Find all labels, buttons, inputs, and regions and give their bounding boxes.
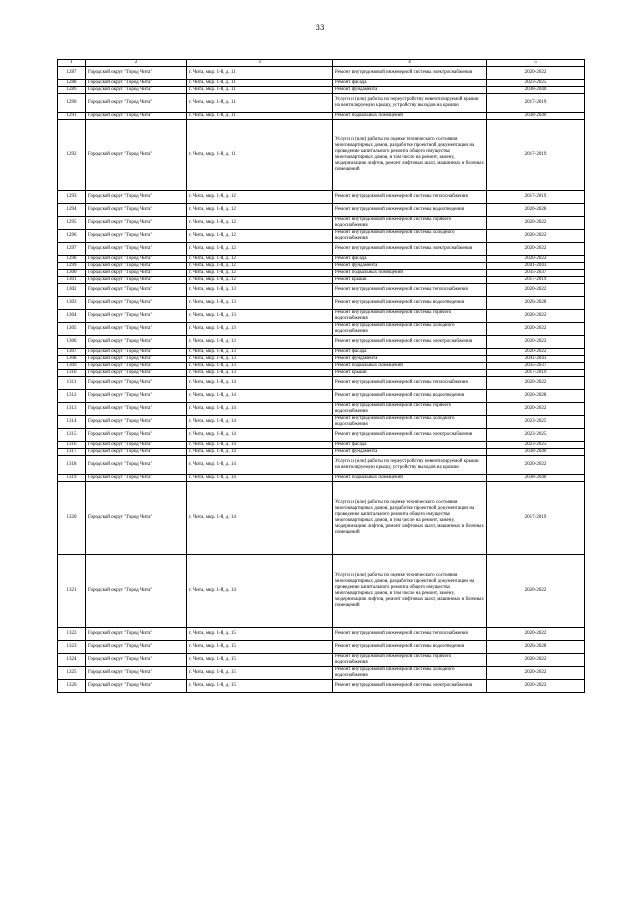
address-cell: г. Чита, мкр. 1-й, д. 12 <box>187 204 333 217</box>
municipality-cell: Городской округ "Город Чита" <box>86 456 187 475</box>
work-type-cell: Ремонт внутридомовой инженерной системы горячего водоснабжения <box>333 310 487 323</box>
table-body <box>58 67 585 693</box>
period-cell: 2026-2028 <box>487 390 585 403</box>
period-cell: 2041-2043 <box>487 356 585 363</box>
municipality-cell: Городской округ "Город Чита" <box>86 323 187 336</box>
table-row <box>58 449 585 456</box>
period-cell: 2038-2040 <box>487 449 585 456</box>
work-type-cell: Ремонт внутридомовой инженерной системы водоотведения <box>333 390 487 403</box>
period-cell: 2017-2019 <box>487 120 585 191</box>
address-cell: г. Чита, мкр. 1-й, д. 14 <box>187 416 333 429</box>
work-type-cell: Ремонт фундамента <box>333 87 487 94</box>
table-row <box>58 277 585 284</box>
row-number-cell: 1323 <box>58 641 86 654</box>
row-number-cell: 1293 <box>58 191 86 204</box>
row-number-cell: 1305 <box>58 323 86 336</box>
work-type-cell: Ремонт внутридомовой инженерной системы теплоснабжения <box>333 284 487 297</box>
municipality-cell: Городской округ "Город Чита" <box>86 67 187 80</box>
page-number: 33 <box>315 24 325 32</box>
municipality-cell: Городской округ "Город Чита" <box>86 475 187 482</box>
work-type-cell: Ремонт фундамента <box>333 449 487 456</box>
address-cell: г. Чита, мкр. 1-й, д. 12 <box>187 256 333 263</box>
row-number-cell: 1288 <box>58 80 86 87</box>
row-number-cell: 1299 <box>58 263 86 270</box>
period-cell: 2017-2019 <box>487 277 585 284</box>
address-cell: г. Чита, мкр. 1-й, д. 13 <box>187 370 333 377</box>
municipality-cell: Городской округ "Город Чита" <box>86 80 187 87</box>
municipality-cell: Городской округ "Город Чита" <box>86 429 187 442</box>
row-number-cell: 1290 <box>58 94 86 113</box>
period-cell: 2017-2019 <box>487 482 585 555</box>
period-cell: 2023-2025 <box>487 80 585 87</box>
work-type-cell: Ремонт внутридомовой инженерной системы теплоснабжения <box>333 191 487 204</box>
table-row <box>58 113 585 120</box>
row-number-cell: 1291 <box>58 113 86 120</box>
period-cell: 2020-2022 <box>487 349 585 356</box>
address-cell: г. Чита, мкр. 1-й, д. 14 <box>187 456 333 475</box>
address-cell: г. Чита, мкр. 1-й, д. 12 <box>187 243 333 256</box>
address-cell: г. Чита, мкр. 1-й, д. 13 <box>187 356 333 363</box>
work-type-cell: Ремонт внутридомовой инженерной системы электроснабжения <box>333 243 487 256</box>
table-header-row <box>58 60 585 67</box>
municipality-cell: Городской округ "Город Чита" <box>86 442 187 449</box>
address-cell: г. Чита, мкр. 1-й, д. 11 <box>187 80 333 87</box>
period-cell: 2020-2022 <box>487 230 585 243</box>
table-row <box>58 429 585 442</box>
period-cell: 2020-2022 <box>487 336 585 349</box>
municipality-cell: Городской округ "Город Чита" <box>86 310 187 323</box>
period-cell: 2020-2022 <box>487 323 585 336</box>
municipality-cell: Городской округ "Город Чита" <box>86 256 187 263</box>
table-row <box>58 67 585 80</box>
address-cell: г. Чита, мкр. 1-й, д. 11 <box>187 113 333 120</box>
table-row <box>58 336 585 349</box>
municipality-cell: Городской округ "Город Чита" <box>86 336 187 349</box>
work-type-cell: Ремонт внутридомовой инженерной системы холодного водоснабжения <box>333 667 487 680</box>
period-cell: 2020-2022 <box>487 67 585 80</box>
work-type-cell: Ремонт подвальных помещений <box>333 113 487 120</box>
period-cell: 2020-2022 <box>487 654 585 667</box>
row-number-cell: 1310 <box>58 370 86 377</box>
row-number-cell: 1326 <box>58 680 86 693</box>
column-header-5: 5 <box>487 60 585 67</box>
table-row <box>58 680 585 693</box>
address-cell: г. Чита, мкр. 1-й, д. 14 <box>187 449 333 456</box>
address-cell: г. Чита, мкр. 1-й, д. 13 <box>187 284 333 297</box>
table-row <box>58 482 585 555</box>
work-type-cell: Услуги и (или) работы по оценке технического состояния многоквартирных домов, разработке проектной документации на проведение капитального ремонта общего имущества многоквартирных домов, в том числе на ремонт, замену, модернизацию лифтов, ремонт лифтовых шахт, машинных и блочных помещений <box>333 555 487 628</box>
work-type-cell: Ремонт подвальных помещений <box>333 475 487 482</box>
work-type-cell: Ремонт фасада <box>333 80 487 87</box>
municipality-cell: Городской округ "Город Чита" <box>86 449 187 456</box>
table-row <box>58 654 585 667</box>
address-cell: г. Чита, мкр. 1-й, д. 13 <box>187 349 333 356</box>
address-cell: г. Чита, мкр. 1-й, д. 12 <box>187 191 333 204</box>
municipality-cell: Городской округ "Город Чита" <box>86 356 187 363</box>
table-row <box>58 94 585 113</box>
row-number-cell: 1319 <box>58 475 86 482</box>
period-cell: 2026-2028 <box>487 204 585 217</box>
table-row <box>58 120 585 191</box>
row-number-cell: 1302 <box>58 284 86 297</box>
period-cell: 2020-2022 <box>487 256 585 263</box>
address-cell: г. Чита, мкр. 1-й, д. 14 <box>187 475 333 482</box>
municipality-cell: Городской округ "Город Чита" <box>86 191 187 204</box>
address-cell: г. Чита, мкр. 1-й, д. 13 <box>187 363 333 370</box>
address-cell: г. Чита, мкр. 1-й, д. 15 <box>187 654 333 667</box>
row-number-cell: 1295 <box>58 217 86 230</box>
table-row <box>58 263 585 270</box>
municipality-cell: Городской округ "Город Чита" <box>86 680 187 693</box>
table-row <box>58 204 585 217</box>
municipality-cell: Городской округ "Город Чита" <box>86 641 187 654</box>
table-row <box>58 403 585 416</box>
period-cell: 2017-2019 <box>487 370 585 377</box>
work-type-cell: Ремонт внутридомовой инженерной системы горячего водоснабжения <box>333 217 487 230</box>
row-number-cell: 1289 <box>58 87 86 94</box>
municipality-cell: Городской округ "Город Чита" <box>86 297 187 310</box>
table-row <box>58 667 585 680</box>
address-cell: г. Чита, мкр. 1-й, д. 13 <box>187 297 333 310</box>
municipality-cell: Городской округ "Город Чита" <box>86 482 187 555</box>
row-number-cell: 1296 <box>58 230 86 243</box>
work-type-cell: Ремонт фасада <box>333 442 487 449</box>
work-type-cell: Ремонт внутридомовой инженерной системы электроснабжения <box>333 680 487 693</box>
period-cell: 2020-2022 <box>487 284 585 297</box>
column-header-1: 1 <box>58 60 86 67</box>
period-cell: 2017-2019 <box>487 94 585 113</box>
row-number-cell: 1297 <box>58 243 86 256</box>
work-type-cell: Ремонт внутридомовой инженерной системы горячего водоснабжения <box>333 403 487 416</box>
table-row <box>58 390 585 403</box>
row-number-cell: 1307 <box>58 349 86 356</box>
row-number-cell: 1303 <box>58 297 86 310</box>
period-cell: 2020-2022 <box>487 403 585 416</box>
row-number-cell: 1314 <box>58 416 86 429</box>
period-cell: 2020-2022 <box>487 555 585 628</box>
municipality-cell: Городской округ "Город Чита" <box>86 270 187 277</box>
table-row <box>58 456 585 475</box>
row-number-cell: 1287 <box>58 67 86 80</box>
municipality-cell: Городской округ "Город Чита" <box>86 555 187 628</box>
row-number-cell: 1294 <box>58 204 86 217</box>
address-cell: г. Чита, мкр. 1-й, д. 14 <box>187 482 333 555</box>
municipality-cell: Городской округ "Город Чита" <box>86 377 187 390</box>
address-cell: г. Чита, мкр. 1-й, д. 14 <box>187 403 333 416</box>
table-row <box>58 363 585 370</box>
work-type-cell: Ремонт внутридомовой инженерной системы электроснабжения <box>333 429 487 442</box>
column-header-2: 2 <box>86 60 187 67</box>
table-row <box>58 349 585 356</box>
period-cell: 2020-2022 <box>487 680 585 693</box>
row-number-cell: 1325 <box>58 667 86 680</box>
column-header-3: 3 <box>187 60 333 67</box>
work-type-cell: Ремонт подвальных помещений <box>333 363 487 370</box>
municipality-cell: Городской округ "Город Чита" <box>86 363 187 370</box>
period-cell: 2026-2028 <box>487 641 585 654</box>
municipality-cell: Городской округ "Город Чита" <box>86 230 187 243</box>
work-type-cell: Ремонт внутридомовой инженерной системы водоотведения <box>333 641 487 654</box>
work-type-cell: Ремонт внутридомовой инженерной системы теплоснабжения <box>333 628 487 641</box>
address-cell: г. Чита, мкр. 1-й, д. 12 <box>187 230 333 243</box>
work-type-cell: Ремонт внутридомовой инженерной системы холодного водоснабжения <box>333 416 487 429</box>
row-number-cell: 1316 <box>58 442 86 449</box>
row-number-cell: 1292 <box>58 120 86 191</box>
row-number-cell: 1298 <box>58 256 86 263</box>
period-cell: 2020-2022 <box>487 217 585 230</box>
address-cell: г. Чита, мкр. 1-й, д. 11 <box>187 94 333 113</box>
address-cell: г. Чита, мкр. 1-й, д. 12 <box>187 263 333 270</box>
table-row <box>58 191 585 204</box>
municipality-cell: Городской округ "Город Чита" <box>86 390 187 403</box>
table-row <box>58 370 585 377</box>
work-type-cell: Ремонт фундамента <box>333 263 487 270</box>
municipality-cell: Городской округ "Город Чита" <box>86 87 187 94</box>
row-number-cell: 1312 <box>58 390 86 403</box>
table-row <box>58 475 585 482</box>
address-cell: г. Чита, мкр. 1-й, д. 12 <box>187 217 333 230</box>
municipality-cell: Городской округ "Город Чита" <box>86 416 187 429</box>
work-type-cell: Ремонт внутридомовой инженерной системы холодного водоснабжения <box>333 323 487 336</box>
municipality-cell: Городской округ "Город Чита" <box>86 667 187 680</box>
municipality-cell: Городской округ "Город Чита" <box>86 628 187 641</box>
municipality-cell: Городской округ "Город Чита" <box>86 263 187 270</box>
period-cell: 2020-2022 <box>487 456 585 475</box>
work-type-cell: Ремонт фасада <box>333 349 487 356</box>
table-row <box>58 80 585 87</box>
work-type-cell: Услуги и (или) работы по переустройству невентилируемой крыши на вентилируемую крышу, устройству выходов на кровлю <box>333 94 487 113</box>
address-cell: г. Чита, мкр. 1-й, д. 11 <box>187 87 333 94</box>
period-cell: 2020-2022 <box>487 667 585 680</box>
period-cell: 2020-2022 <box>487 377 585 390</box>
address-cell: г. Чита, мкр. 1-й, д. 13 <box>187 336 333 349</box>
work-type-cell: Ремонт фундамента <box>333 356 487 363</box>
work-type-cell: Ремонт внутридомовой инженерной системы теплоснабжения <box>333 377 487 390</box>
period-cell: 2035-2037 <box>487 270 585 277</box>
municipality-cell: Городской округ "Город Чита" <box>86 349 187 356</box>
period-cell: 2035-2037 <box>487 363 585 370</box>
municipality-cell: Городской округ "Город Чита" <box>86 113 187 120</box>
table-row <box>58 297 585 310</box>
work-type-cell: Ремонт внутридомовой инженерной системы горячего водоснабжения <box>333 654 487 667</box>
row-number-cell: 1321 <box>58 555 86 628</box>
period-cell: 2023-2025 <box>487 416 585 429</box>
municipality-cell: Городской округ "Город Чита" <box>86 217 187 230</box>
row-number-cell: 1300 <box>58 270 86 277</box>
period-cell: 2041-2043 <box>487 263 585 270</box>
row-number-cell: 1309 <box>58 363 86 370</box>
period-cell: 2017-2019 <box>487 191 585 204</box>
municipality-cell: Городской округ "Город Чита" <box>86 120 187 191</box>
table-row <box>58 284 585 297</box>
work-type-cell: Услуги и (или) работы по оценке технического состояния многоквартирных домов, разработке проектной документации на проведение капитального ремонта общего имущества многоквартирных домов, в том числе на ремонт, замену, модернизацию лифтов, ремонт лифтовых шахт, машинных и блочных помещений <box>333 120 487 191</box>
municipality-cell: Городской округ "Город Чита" <box>86 204 187 217</box>
table-row <box>58 628 585 641</box>
municipality-cell: Городской округ "Город Чита" <box>86 403 187 416</box>
period-cell: 2020-2022 <box>487 628 585 641</box>
work-type-cell: Ремонт подвальных помещений <box>333 270 487 277</box>
address-cell: г. Чита, мкр. 1-й, д. 14 <box>187 555 333 628</box>
municipality-cell: Городской округ "Город Чита" <box>86 654 187 667</box>
table-row <box>58 310 585 323</box>
period-cell: 2020-2022 <box>487 310 585 323</box>
table-row <box>58 217 585 230</box>
work-type-cell: Услуги и (или) работы по оценке технического состояния многоквартирных домов, разработке проектной документации на проведение капитального ремонта общего имущества многоквартирных домов, в том числе на ремонт, замену, модернизацию лифтов, ремонт лифтовых шахт, машинных и блочных помещений <box>333 482 487 555</box>
row-number-cell: 1315 <box>58 429 86 442</box>
table-row <box>58 377 585 390</box>
period-cell: 2023-2025 <box>487 442 585 449</box>
work-type-cell: Ремонт внутридомовой инженерной системы электроснабжения <box>333 67 487 80</box>
row-number-cell: 1301 <box>58 277 86 284</box>
work-type-cell: Ремонт внутридомовой инженерной системы электроснабжения <box>333 336 487 349</box>
table-row <box>58 356 585 363</box>
table-row <box>58 555 585 628</box>
work-type-cell: Услуги и (или) работы по переустройству невентилируемой крыши на вентилируемую крышу, устройству выходов на кровлю <box>333 456 487 475</box>
table-row <box>58 442 585 449</box>
address-cell: г. Чита, мкр. 1-й, д. 13 <box>187 310 333 323</box>
table-row <box>58 230 585 243</box>
work-type-cell: Ремонт внутридомовой инженерной системы водоотведения <box>333 297 487 310</box>
period-cell: 2038-2040 <box>487 113 585 120</box>
municipality-cell: Городской округ "Город Чита" <box>86 94 187 113</box>
row-number-cell: 1311 <box>58 377 86 390</box>
period-cell: 2038-2040 <box>487 475 585 482</box>
table-row <box>58 323 585 336</box>
address-cell: г. Чита, мкр. 1-й, д. 12 <box>187 270 333 277</box>
address-cell: г. Чита, мкр. 1-й, д. 14 <box>187 429 333 442</box>
municipality-cell: Городской округ "Город Чита" <box>86 277 187 284</box>
row-number-cell: 1308 <box>58 356 86 363</box>
period-cell: 2020-2022 <box>487 243 585 256</box>
row-number-cell: 1313 <box>58 403 86 416</box>
table-row <box>58 416 585 429</box>
municipality-cell: Городской округ "Город Чита" <box>86 370 187 377</box>
address-cell: г. Чита, мкр. 1-й, д. 12 <box>187 277 333 284</box>
address-cell: г. Чита, мкр. 1-й, д. 14 <box>187 442 333 449</box>
address-cell: г. Чита, мкр. 1-й, д. 14 <box>187 390 333 403</box>
address-cell: г. Чита, мкр. 1-й, д. 14 <box>187 377 333 390</box>
table-row <box>58 243 585 256</box>
table-row <box>58 256 585 263</box>
address-cell: г. Чита, мкр. 1-й, д. 15 <box>187 680 333 693</box>
address-cell: г. Чита, мкр. 1-й, д. 15 <box>187 667 333 680</box>
row-number-cell: 1306 <box>58 336 86 349</box>
address-cell: г. Чита, мкр. 1-й, д. 11 <box>187 120 333 191</box>
period-cell: 2023-2025 <box>487 429 585 442</box>
row-number-cell: 1317 <box>58 449 86 456</box>
municipality-cell: Городской округ "Город Чита" <box>86 243 187 256</box>
work-type-cell: Ремонт внутридомовой инженерной системы водоотведения <box>333 204 487 217</box>
column-header-4: 4 <box>333 60 487 67</box>
row-number-cell: 1322 <box>58 628 86 641</box>
table-row <box>58 87 585 94</box>
row-number-cell: 1318 <box>58 456 86 475</box>
address-cell: г. Чита, мкр. 1-й, д. 15 <box>187 628 333 641</box>
table-row <box>58 270 585 277</box>
table-row <box>58 641 585 654</box>
period-cell: 2026-2028 <box>487 297 585 310</box>
work-type-cell: Ремонт крыши <box>333 277 487 284</box>
work-type-cell: Ремонт фасада <box>333 256 487 263</box>
work-type-cell: Ремонт крыши <box>333 370 487 377</box>
row-number-cell: 1304 <box>58 310 86 323</box>
capital-repair-table <box>57 59 585 693</box>
row-number-cell: 1324 <box>58 654 86 667</box>
address-cell: г. Чита, мкр. 1-й, д. 15 <box>187 641 333 654</box>
municipality-cell: Городской округ "Город Чита" <box>86 284 187 297</box>
row-number-cell: 1320 <box>58 482 86 555</box>
address-cell: г. Чита, мкр. 1-й, д. 13 <box>187 323 333 336</box>
work-type-cell: Ремонт внутридомовой инженерной системы холодного водоснабжения <box>333 230 487 243</box>
address-cell: г. Чита, мкр. 1-й, д. 11 <box>187 67 333 80</box>
period-cell: 2038-2040 <box>487 87 585 94</box>
